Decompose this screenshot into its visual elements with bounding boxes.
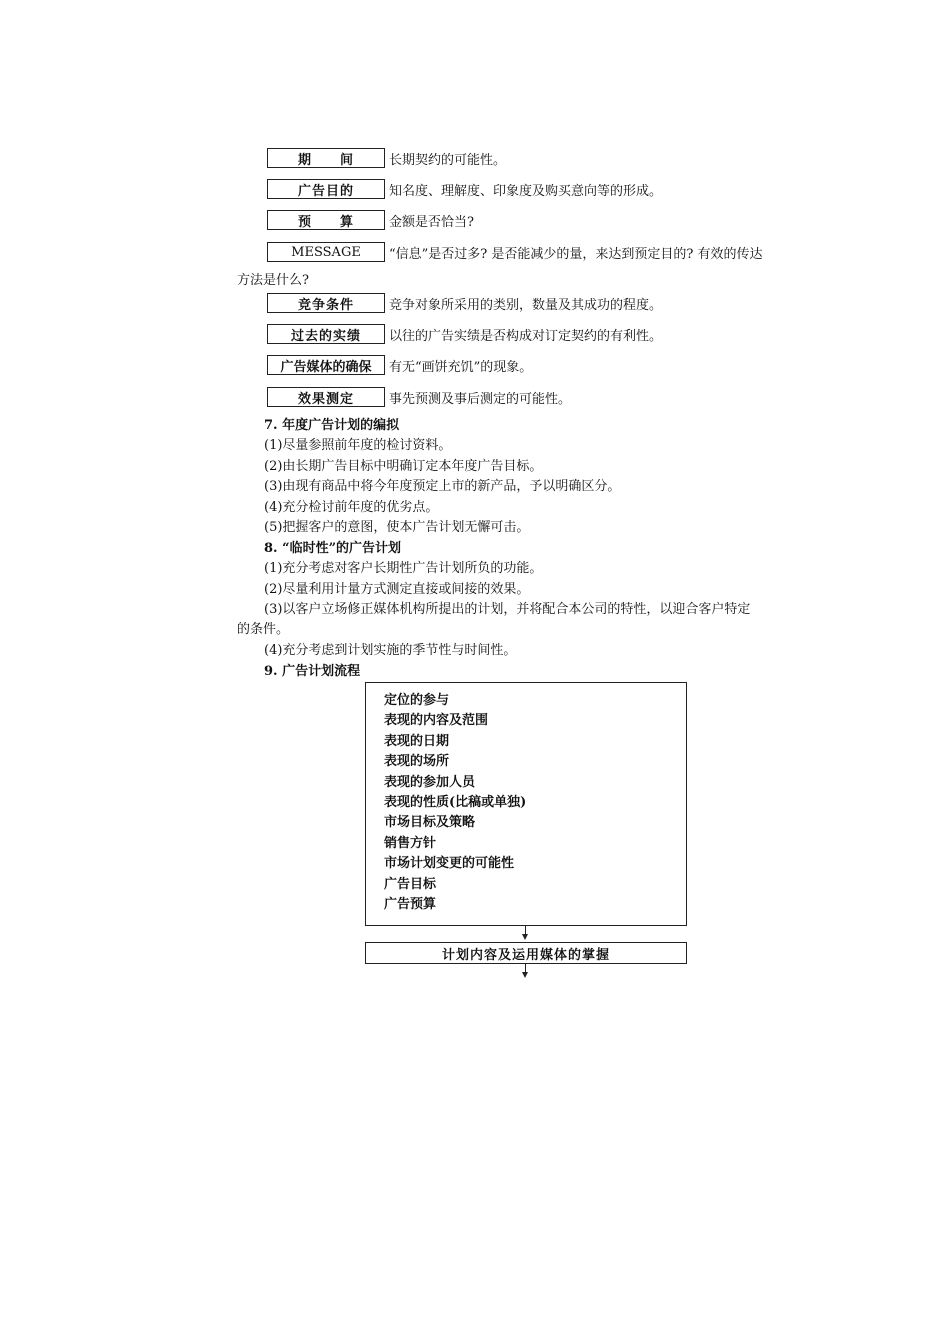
list-item: (1)充分考虑对客户长期性广告计划所负的功能。 <box>264 561 543 576</box>
term-description: 知名度、理解度、印象度及购买意向等的形成。 <box>389 183 663 199</box>
term-row-past-results <box>267 323 662 345</box>
term-label: 预 算 <box>267 210 385 230</box>
section-9-heading: 9. 广告计划流程 <box>264 664 361 679</box>
term-label: 广告媒体的确保 <box>267 355 385 375</box>
list-item: (3)以客户立场修正媒体机构所提出的计划，并将配合本公司的特性，以迎合客户特定 <box>264 602 751 617</box>
term-row-effect <box>267 386 571 408</box>
term-description: “信息”是否过多? 是否能减少的量，来达到预定目的? 有效的传达 <box>389 246 763 262</box>
list-item: (4)充分检讨前年度的优劣点。 <box>264 500 439 515</box>
list-item: (5)把握客户的意图，使本广告计划无懈可击。 <box>264 520 530 535</box>
term-label: 广告目的 <box>267 179 385 199</box>
term-description: 竞争对象所采用的类别，数量及其成功的程度。 <box>389 297 663 313</box>
flow-box-next: 计划内容及运用媒体的掌握 <box>365 942 687 964</box>
flow-item: 市场计划变更的可能性 <box>384 856 515 872</box>
term-description: 金额是否恰当? <box>389 214 474 230</box>
flow-item: 广告目标 <box>384 876 437 892</box>
section-7-heading: 7. 年度广告计划的编拟 <box>264 418 400 433</box>
flow-arrow-line <box>525 964 526 972</box>
list-item: (4)充分考虑到计划实施的季节性与时间性。 <box>264 643 517 658</box>
term-description-continuation: 方法是什么? <box>237 273 309 288</box>
term-row-message <box>267 241 763 263</box>
flow-arrow-line <box>525 926 526 934</box>
section-8-heading: 8. “临时性”的广告计划 <box>264 541 402 556</box>
term-description: 事先预测及事后测定的可能性。 <box>389 391 572 407</box>
list-item-continuation: 的条件。 <box>237 622 290 637</box>
term-description: 长期契约的可能性。 <box>389 152 507 168</box>
flow-item: 表现的日期 <box>384 733 450 749</box>
flow-item: 市场目标及策略 <box>384 815 476 831</box>
flow-item: 表现的性质(比稿或单独) <box>384 795 527 811</box>
list-item: (3)由现有商品中将今年度预定上市的新产品，予以明确区分。 <box>264 479 621 494</box>
term-label: 过去的实绩 <box>267 324 385 344</box>
flow-item: 定位的参与 <box>384 693 450 708</box>
term-label: 效果测定 <box>267 387 385 407</box>
term-row-period <box>267 147 506 169</box>
list-item: (2)由长期广告目标中明确订定本年度广告目标。 <box>264 459 543 474</box>
flow-arrow-down-icon <box>522 934 528 940</box>
flow-item: 销售方针 <box>384 835 437 851</box>
term-row-purpose <box>267 178 662 200</box>
list-item: (2)尽量利用计量方式测定直接或间接的效果。 <box>264 582 530 597</box>
flow-item: 表现的场所 <box>384 754 450 770</box>
term-label: MESSAGE <box>267 242 385 262</box>
term-label: 竞争条件 <box>267 293 385 313</box>
term-row-media <box>267 354 532 376</box>
term-row-competition <box>267 292 662 314</box>
term-description: 有无“画饼充饥”的现象。 <box>389 359 533 375</box>
term-row-budget <box>267 209 474 231</box>
flow-box-inputs <box>365 682 687 926</box>
flow-item: 表现的参加人员 <box>384 774 476 790</box>
flow-arrow-down-icon <box>522 972 528 978</box>
flow-item: 广告预算 <box>384 897 437 913</box>
term-description: 以往的广告实绩是否构成对订定契约的有利性。 <box>389 328 663 344</box>
list-item: (1)尽量参照前年度的检讨资料。 <box>264 438 452 453</box>
flow-item: 表现的内容及范围 <box>384 713 489 729</box>
term-label: 期 间 <box>267 148 385 168</box>
